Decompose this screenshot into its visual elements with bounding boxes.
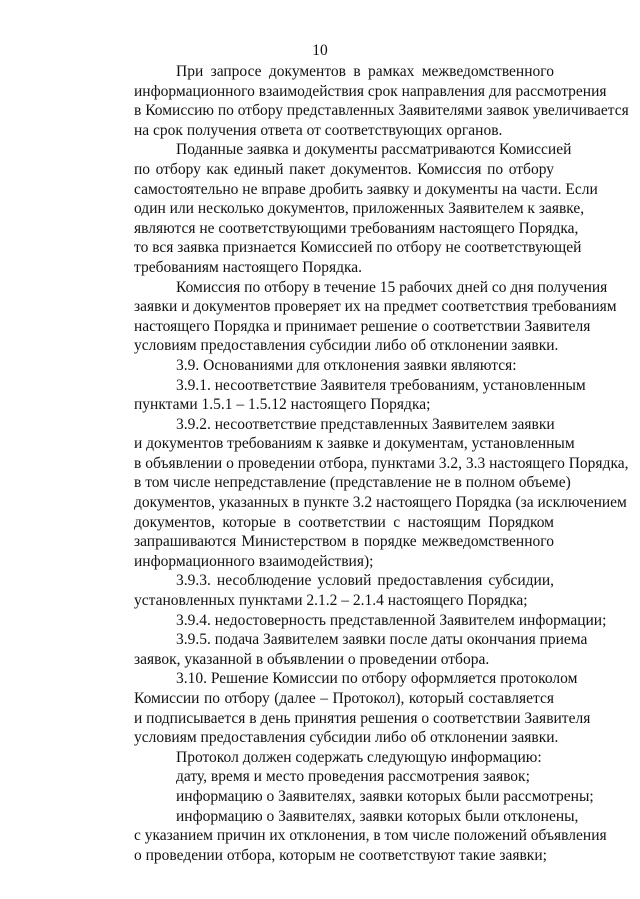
text-line: о проведении отбора, которым не соответствуют такие заявки;	[134, 846, 547, 864]
text-line: с указанием причин их отклонения, в том числе положений объявления	[134, 827, 607, 845]
text-line: заявок, указанной в объявлении о проведении отбора.	[134, 650, 490, 668]
paragraph	[92, 415, 629, 572]
text-line: в Комиссию по отбору представленных Заявителями заявок увеличивается	[134, 102, 629, 120]
text-line: информацию о Заявителях, заявки которых были рассмотрены;	[176, 787, 594, 805]
text-line: информационного взаимодействия срок направления для рассмотрения	[134, 82, 607, 100]
text-line: информационного взаимодействия);	[134, 552, 374, 570]
text-line: При запросе документов в рамках межведомственного	[176, 63, 554, 80]
page-number: 10	[312, 42, 328, 59]
text-line: заявки и документов проверяет их на предмет соответствия требованиям	[134, 298, 617, 316]
text-line: 3.9. Основаниями для отклонения заявки являются:	[176, 356, 517, 374]
paragraph	[92, 356, 554, 376]
text-line: 3.9.5. подача Заявителем заявки после даты окончания приема	[176, 631, 588, 649]
paragraph	[92, 376, 586, 415]
text-line: требованиям настоящего Порядка.	[134, 258, 363, 276]
text-line: документов, которые в соответствии с настоящим Порядком	[134, 513, 554, 531]
text-line: 3.9.4. недостоверность представленной Заявителем информации;	[176, 611, 607, 629]
text-line: самостоятельно не вправе дробить заявку и документы на части. Если	[134, 180, 598, 198]
text-line: в объявлении о проведении отбора, пунктами 3.2, 3.3 настоящего Порядка,	[134, 454, 629, 472]
text-line: Комиссии по отбору (далее – Протокол), который составляется	[134, 690, 554, 707]
text-line: Протокол должен содержать следующую информацию:	[176, 748, 542, 766]
text-line: по отбору как единый пакет документов. Комиссия по отбору	[134, 160, 554, 178]
text-line: 3.9.2. несоответствие представленных Заявителем заявки	[176, 415, 555, 433]
document-body	[92, 62, 629, 865]
text-line: на срок получения ответа от соответствующих органов.	[134, 121, 503, 139]
text-line: дату, время и место проведения рассмотрения заявок;	[176, 768, 530, 786]
paragraph	[92, 767, 554, 787]
paragraph	[92, 611, 607, 631]
text-line: Комиссия по отбору в течение 15 рабочих дней со дня получения	[176, 278, 608, 296]
text-line: настоящего Порядка и принимает решение о соответствии Заявителя	[134, 317, 591, 335]
paragraph	[92, 807, 607, 866]
text-line: запрашиваются Министерством в порядке межведомственного	[134, 533, 554, 551]
text-line: условиям предоставления субсидии либо об отклонении заявки.	[134, 337, 559, 355]
text-line: и документов требованиям к заявке и документам, установленным	[134, 435, 575, 453]
text-line: один или несколько документов, приложенных Заявителем к заявке,	[134, 200, 585, 218]
paragraph	[92, 669, 591, 747]
paragraph	[92, 571, 554, 610]
text-line: условиям предоставления субсидии либо об отклонении заявки.	[134, 729, 559, 747]
text-line: 3.10. Решение Комиссии по отбору оформляется протоколом	[176, 670, 578, 688]
text-line: в том числе непредставление (представление не в полном объеме)	[134, 474, 571, 492]
paragraph	[92, 748, 554, 768]
text-line: установленных пунктами 2.1.2 – 2.1.4 настоящего Порядка;	[134, 592, 528, 610]
paragraph	[92, 140, 598, 277]
text-line: 3.9.1. несоответствие Заявителя требованиям, установленным	[176, 376, 586, 394]
text-line: документов, указанных в пункте 3.2 настоящего Порядка (за исключением	[134, 494, 627, 512]
text-line: информацию о Заявителях, заявки которых были отклонены,	[176, 807, 579, 825]
paragraph	[92, 278, 617, 356]
paragraph	[92, 630, 588, 669]
text-line: и подписывается в день принятия решения о соответствии Заявителя	[134, 709, 591, 727]
text-line: 3.9.3. несоблюдение условий предоставления субсидии,	[176, 572, 554, 590]
text-line: Поданные заявка и документы рассматриваются Комиссией	[176, 141, 572, 159]
text-line: то вся заявка признается Комиссией по отбору не соответствующей	[134, 239, 582, 257]
paragraph	[92, 62, 629, 140]
text-line: являются не соответствующими требованиям настоящего Порядка,	[134, 219, 579, 237]
text-line: пунктами 1.5.1 – 1.5.12 настоящего Порядка;	[134, 396, 431, 414]
paragraph	[92, 787, 594, 807]
